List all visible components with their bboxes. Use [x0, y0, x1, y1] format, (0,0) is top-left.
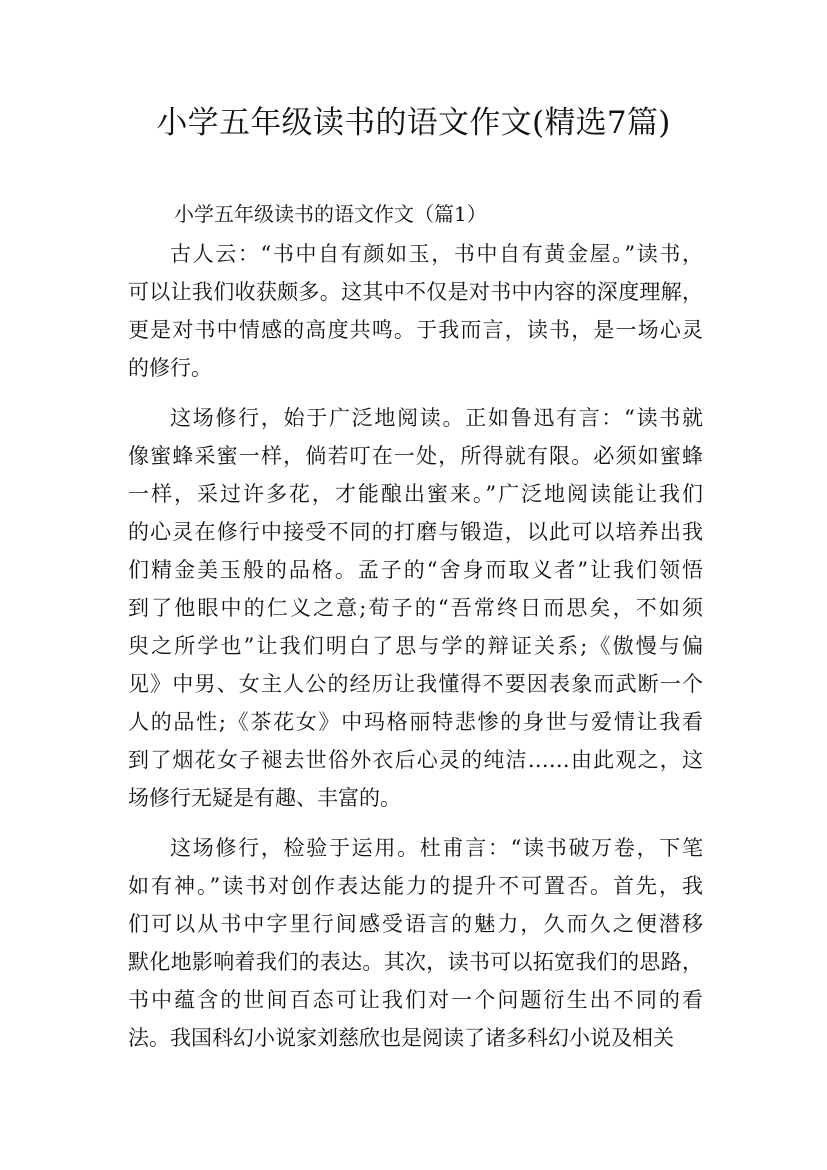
paragraph — [128, 235, 703, 387]
paragraph-line: 如有神。”读书对创作表达能力的提升不可置否。首先，我 — [128, 874, 703, 898]
document-body — [128, 235, 703, 1069]
paragraph-line: 人的品性;《茶花女》中玛格丽特悲惨的身世与爱情让我看 — [128, 710, 703, 734]
paragraph-line: 们可以从书中字里行间感受语言的魅力，久而久之便潜移 — [128, 912, 703, 936]
paragraph — [128, 829, 703, 1057]
paragraph-line: 见》中男、女主人公的经历让我懂得不要因表象而武断一个 — [128, 672, 703, 696]
paragraph-line: 的修行。 — [128, 356, 212, 380]
paragraph-line: 像蜜蜂采蜜一样，倘若叮在一处，所得就有限。必须如蜜蜂 — [128, 444, 703, 468]
paragraph-line: 场修行无疑是有趣、丰富的。 — [128, 786, 401, 810]
paragraph-line: 一样，采过许多花，才能酿出蜜来。”广泛地阅读能让我们 — [128, 482, 703, 506]
paragraph-line: 更是对书中情感的高度共鸣。于我而言，读书，是一场心灵 — [128, 318, 703, 342]
paragraph-line: 法。我国科幻小说家刘慈欣也是阅读了诸多科幻小说及相关 — [128, 1026, 674, 1050]
paragraph-line: 的心灵在修行中接受不同的打磨与锻造，以此可以培养出我 — [128, 520, 703, 544]
paragraph-line: 可以让我们收获颇多。这其中不仅是对书中内容的深度理解， — [128, 280, 703, 304]
paragraph — [128, 399, 703, 817]
document-title: 小学五年级读书的语文作文(精选7篇) — [156, 105, 671, 141]
paragraph-line: 到了他眼中的仁义之意;荀子的“吾常终日而思矣，不如须 — [128, 596, 703, 620]
section-heading: 小学五年级读书的语文作文（篇1） — [174, 202, 487, 226]
paragraph-line: 们精金美玉般的品格。孟子的“舍身而取义者”让我们领悟 — [128, 558, 703, 582]
paragraph-line: 这场修行，检验于运用。杜甫言：“读书破万卷，下笔 — [170, 836, 703, 860]
paragraph-line: 臾之所学也”让我们明白了思与学的辩证关系;《傲慢与偏 — [128, 634, 703, 658]
paragraph-line: 书中蕴含的世间百态可让我们对一个问题衍生出不同的看 — [128, 988, 703, 1012]
paragraph-line: 这场修行，始于广泛地阅读。正如鲁迅有言：“读书就 — [170, 406, 703, 430]
paragraph-line: 默化地影响着我们的表达。其次，读书可以拓宽我们的思路， — [128, 950, 703, 974]
paragraph-line: 古人云：“书中自有颜如玉，书中自有黄金屋。”读书， — [170, 242, 703, 266]
paragraph-line: 到了烟花女子褪去世俗外衣后心灵的纯洁……由此观之，这 — [128, 748, 703, 772]
